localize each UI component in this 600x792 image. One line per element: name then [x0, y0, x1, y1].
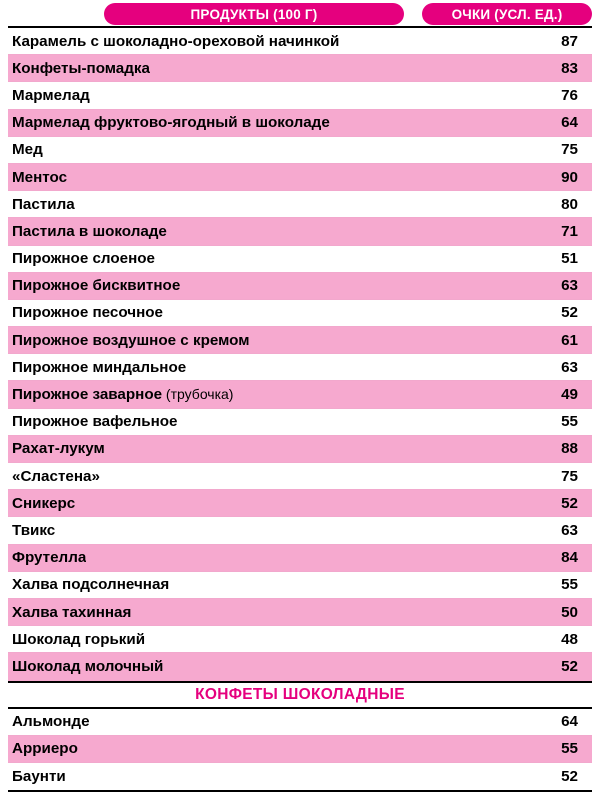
table-row	[8, 82, 592, 109]
product-score: 52	[561, 304, 578, 322]
product-name: Шоколад молочный	[12, 658, 164, 676]
table-row	[8, 463, 592, 490]
product-name: Халва тахинная	[12, 603, 132, 621]
product-name: Халва подсолнечная	[12, 576, 170, 594]
product-name: «Сластена»	[12, 467, 100, 485]
product-score: 61	[561, 331, 578, 349]
product-name: Мармелад	[12, 86, 90, 104]
table-row	[8, 490, 592, 517]
product-note: (трубочка)	[162, 386, 234, 403]
product-score: 87	[561, 32, 578, 50]
product-name: Сникерс	[12, 494, 76, 512]
product-name: Пирожное воздушное с кремом	[12, 331, 250, 349]
table-row	[8, 599, 592, 626]
product-score: 80	[561, 195, 578, 213]
product-score: 63	[561, 277, 578, 295]
product-name: Фрутелла	[12, 549, 87, 567]
product-score: 75	[561, 141, 578, 159]
product-name: Ментос	[12, 168, 68, 186]
product-score: 64	[561, 713, 578, 731]
product-name: Пастила	[12, 195, 75, 213]
table-row	[8, 736, 592, 763]
table-row	[8, 137, 592, 164]
product-name: Рахат-лукум	[12, 440, 105, 458]
table-row	[8, 55, 592, 82]
product-score: 64	[561, 114, 578, 132]
table-row	[8, 572, 592, 599]
products-table	[8, 26, 592, 792]
product-name: Баунти	[12, 767, 66, 785]
table-row	[8, 354, 592, 381]
table-row	[8, 110, 592, 137]
table-header	[8, 0, 592, 26]
table-row	[8, 709, 592, 736]
table-row	[8, 218, 592, 245]
product-score: 51	[561, 250, 578, 268]
section-divider-chocolate-candies	[8, 681, 592, 709]
table-row	[8, 246, 592, 273]
product-score: 84	[561, 549, 578, 567]
product-name: Пирожное заварное (трубочка)	[12, 386, 234, 404]
product-score: 83	[561, 59, 578, 77]
table-row	[8, 327, 592, 354]
table-row	[8, 381, 592, 408]
product-score: 49	[561, 386, 578, 404]
table-row	[8, 653, 592, 680]
product-name: Твикс	[12, 521, 56, 539]
product-name: Арриеро	[12, 740, 78, 758]
product-name: Шоколад горький	[12, 630, 146, 648]
product-score: 52	[561, 658, 578, 676]
table-row	[8, 626, 592, 653]
table-row	[8, 545, 592, 572]
product-score: 63	[561, 358, 578, 376]
product-name: Пирожное песочное	[12, 304, 163, 322]
product-score: 52	[561, 494, 578, 512]
product-name: Пирожное слоеное	[12, 250, 156, 268]
product-name: Пастила в шоколаде	[12, 222, 167, 240]
product-score: 48	[561, 630, 578, 648]
product-name: Мармелад фруктово-ягодный в шоколаде	[12, 114, 330, 132]
table-row	[8, 409, 592, 436]
product-score: 50	[561, 603, 578, 621]
table-row	[8, 763, 592, 790]
table-row	[8, 273, 592, 300]
product-score: 55	[561, 413, 578, 431]
product-name: Альмонде	[12, 713, 90, 731]
product-score: 55	[561, 576, 578, 594]
table-row	[8, 28, 592, 55]
table-row	[8, 436, 592, 463]
column-header-products: ПРОДУКТЫ (100 Г)	[104, 3, 404, 25]
product-score: 55	[561, 740, 578, 758]
product-name: Пирожное миндальное	[12, 358, 187, 376]
product-score: 52	[561, 767, 578, 785]
product-score: 63	[561, 521, 578, 539]
product-score: 71	[561, 222, 578, 240]
product-score: 75	[561, 467, 578, 485]
product-name: Карамель с шоколадно-ореховой начинкой	[12, 32, 340, 50]
table-row	[8, 517, 592, 544]
table-row	[8, 164, 592, 191]
product-name: Мед	[12, 141, 43, 159]
product-score: 76	[561, 86, 578, 104]
section-title: КОНФЕТЫ ШОКОЛАДНЫЕ	[195, 685, 405, 703]
product-score: 88	[561, 440, 578, 458]
table-row	[8, 191, 592, 218]
product-name: Пирожное бисквитное	[12, 277, 181, 295]
table-row	[8, 300, 592, 327]
product-name: Пирожное вафельное	[12, 413, 178, 431]
product-score: 90	[561, 168, 578, 186]
product-name: Конфеты-помадка	[12, 59, 150, 77]
column-header-points: ОЧКИ (УСЛ. ЕД.)	[422, 3, 592, 25]
